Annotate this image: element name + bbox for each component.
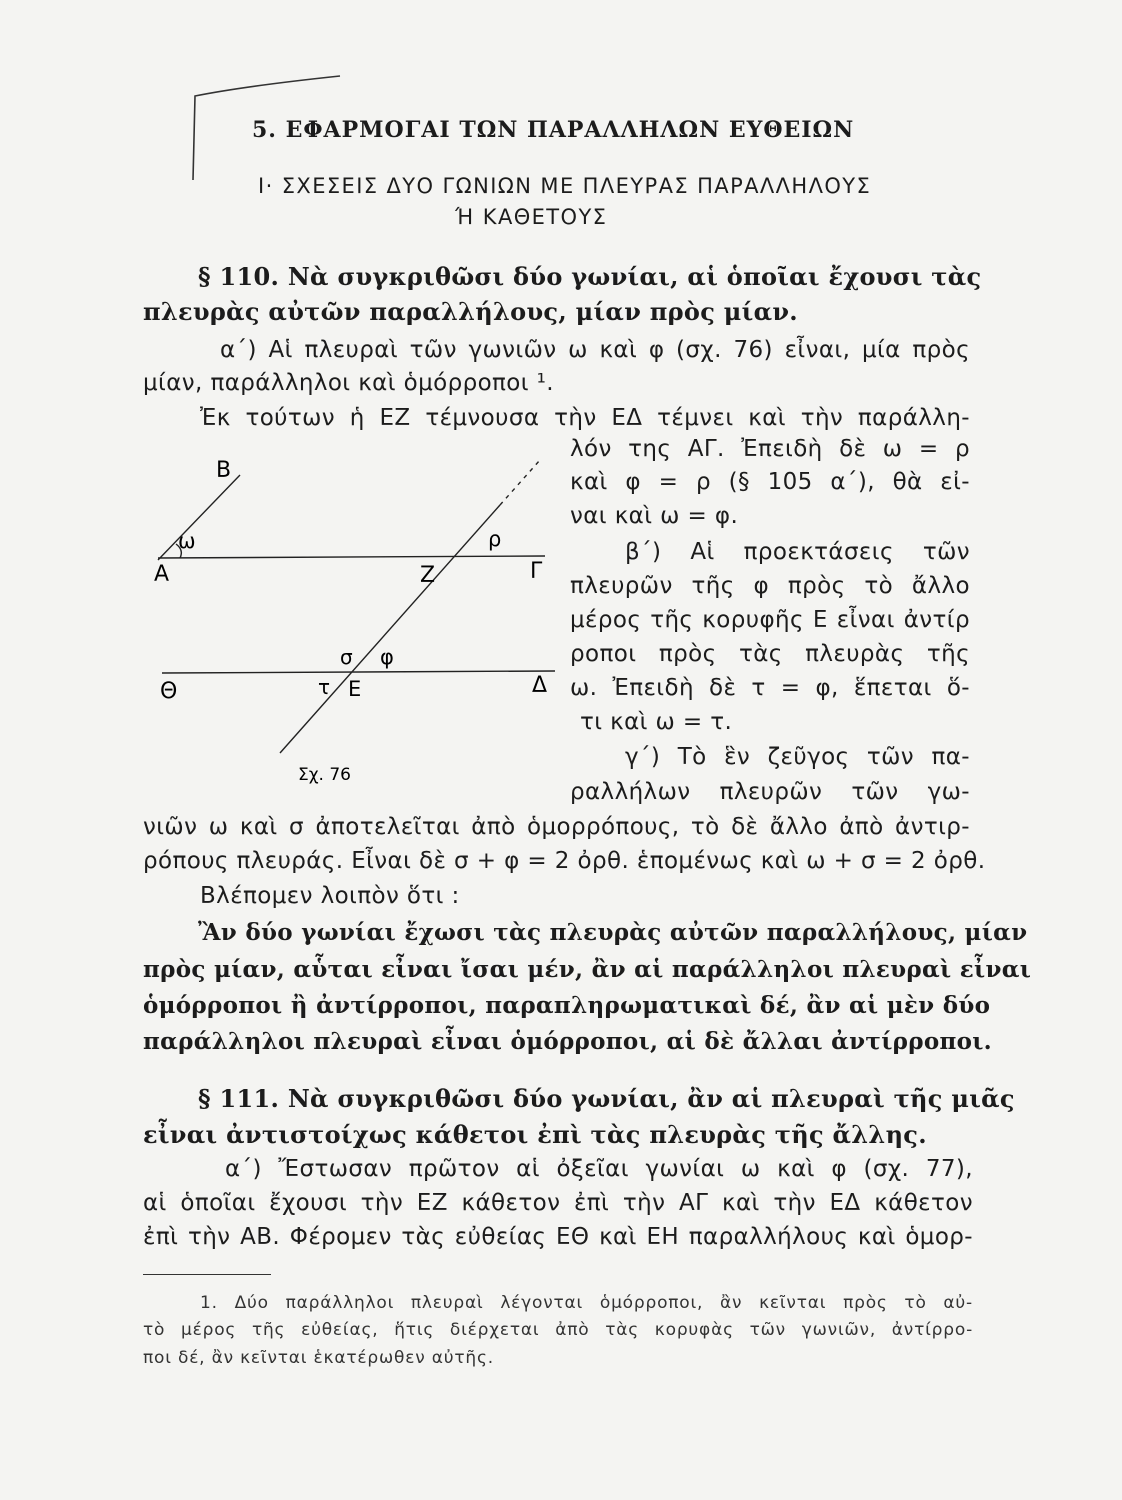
paragraph-line: πλευρῶν τῆς φ πρὸς τὸ ἄλλο [570, 573, 970, 599]
line-AG [158, 556, 545, 558]
line-ThetaDelta [162, 671, 555, 673]
section-subtitle-line-1: I· ΣΧΕΣΕΙΣ ΔΥΟ ΓΩΝΙΩΝ ΜΕ ΠΛΕΥΡΑΣ ΠΑΡΑΛΛΗΛΟΥΣ [258, 174, 872, 198]
paragraph-line: αἱ ὁποῖαι ἔχουσι τὴν ΕΖ κάθετον ἐπὶ τὴν ΑΓ καὶ τὴν ΕΔ κάθετον [143, 1190, 973, 1216]
label-A: Α [154, 562, 170, 587]
paragraph-line: ἐπὶ τὴν ΑΒ. Φέρομεν τὰς εὐθείας ΕΘ καὶ ΕΗ παραλλήλους καὶ ὁμορ- [143, 1224, 973, 1250]
paragraph-line: ρόπους πλευράς. Εἶναι δὲ σ + φ = 2 ὀρθ. ἑπομένως καὶ ω + σ = 2 ὀρθ. [143, 848, 986, 874]
label-phi: φ [380, 645, 394, 669]
paragraph-line: λόν της ΑΓ. Ἐπειδὴ δὲ ω = ρ [570, 436, 970, 462]
label-E: Ε [348, 677, 362, 701]
paragraph-line: ω. Ἐπειδὴ δὲ τ = φ, ἕπεται ὅ- [570, 675, 970, 701]
label-tau: τ [318, 675, 331, 699]
paragraph-line: γ΄) Τὸ ἓν ζεῦγος τῶν πα- [625, 744, 970, 770]
footnote-divider [143, 1274, 271, 1275]
paragraph-line: τι καὶ ω = τ. [580, 709, 733, 735]
label-rho: ρ [488, 527, 502, 551]
chapter-title: 5. ΕΦΑΡΜΟΓΑΙ ΤΩΝ ΠΑΡΑΛΛΗΛΩΝ ΕΥΘΕΙΩΝ [252, 117, 855, 143]
paragraph-line: Ἐκ τούτων ἡ ΕΖ τέμνουσα τὴν ΕΔ τέμνει καὶ τὴν παράλλη- [200, 405, 970, 431]
paragraph-line: β΄) Αἱ προεκτάσεις τῶν [625, 539, 970, 565]
line-AB [158, 475, 240, 560]
label-omega: ω [178, 529, 196, 553]
line-EZ [280, 505, 500, 753]
footnote-line: ποι δέ, ἂν κεῖνται ἑκατέρωθεν αὐτῆς. [143, 1348, 494, 1368]
footnote-line: 1. Δύο παράλληλοι πλευραὶ λέγονται ὁμόρροποι, ἂν κεῖνται πρὸς τὸ αὐ- [200, 1293, 973, 1313]
paragraph-line: μίαν, παράλληλοι καὶ ὁμόρροποι ¹. [143, 370, 554, 396]
paragraph-line: ναι καὶ ω = φ. [570, 503, 739, 529]
label-B: Β [216, 458, 232, 483]
figure-caption: Σχ. 76 [298, 765, 352, 785]
label-Theta: Θ [160, 679, 178, 704]
label-Gamma: Γ [530, 559, 543, 584]
paragraph-line: ροποι πρὸς τὰς πλευρὰς τῆς [570, 641, 970, 667]
rule-statement-line: πρὸς μίαν, αὗται εἶναι ἴσαι μέν, ἂν αἱ παράλληλοι πλευραὶ εἶναι [143, 956, 1032, 983]
paragraph-line: Βλέπομεν λοιπὸν ὅτι : [200, 883, 460, 909]
section-111-heading-line-2: εἶναι ἀντιστοίχως κάθετοι ἐπὶ τὰς πλευρὰς τῆς ἄλλης. [143, 1120, 927, 1149]
label-sigma: σ [340, 645, 353, 669]
paragraph-line: νιῶν ω καὶ σ ἀποτελεῖται ἀπὸ ὁμορρόπους, τὸ δὲ ἄλλο ἀπὸ ἀντιρ- [143, 814, 970, 840]
section-111-heading-line-1: § 111. Νὰ συγκριθῶσι δύο γωνίαι, ἂν αἱ πλευραὶ τῆς μιᾶς [198, 1084, 1015, 1113]
section-subtitle-line-2: Ή ΚΑΘΕΤΟΥΣ [455, 205, 608, 229]
paragraph-line: α΄) Ἔστωσαν πρῶτον αἱ ὀξεῖαι γωνίαι ω καὶ φ (σχ. 77), [225, 1156, 973, 1182]
rule-statement-line: Ἂν δύο γωνίαι ἔχωσι τὰς πλευρὰς αὐτῶν παραλλήλους, μίαν [198, 919, 1028, 946]
rule-statement-line: παράλληλοι πλευραὶ εἶναι ὁμόρροποι, αἱ δὲ ἄλλαι ἀντίρροποι. [143, 1028, 992, 1055]
paragraph-line: καὶ φ = ρ (§ 105 α΄), θὰ εἰ- [570, 469, 970, 495]
footnote-line: τὸ μέρος τῆς εὐθείας, ἥτις διέρχεται ἀπὸ τὰς κορυφὰς τῶν γωνιῶν, ἀντίρρο- [143, 1320, 973, 1340]
figure-76 [140, 440, 570, 810]
line-EZ-extension [500, 460, 540, 505]
section-110-heading-line-1: § 110. Νὰ συγκριθῶσι δύο γωνίαι, αἱ ὁποῖαι ἔχουσι τὰς [198, 262, 982, 291]
rule-statement-line: ὁμόρροποι ἢ ἀντίρροποι, παραπληρωματικαὶ δέ, ἂν αἱ μὲν δύο [143, 992, 991, 1019]
label-Z: Ζ [420, 563, 436, 588]
paragraph-line: μέρος τῆς κορυφῆς Ε εἶναι ἀντίρ [570, 607, 970, 633]
paragraph-line: α΄) Αἱ πλευραὶ τῶν γωνιῶν ω καὶ φ (σχ. 76) εἶναι, μία πρὸς [220, 337, 970, 363]
section-110-heading-line-2: πλευρὰς αὐτῶν παραλλήλους, μίαν πρὸς μίαν. [143, 297, 798, 326]
paragraph-line: ραλλήλων πλευρῶν τῶν γω- [570, 779, 970, 805]
label-Delta: Δ [532, 673, 548, 698]
